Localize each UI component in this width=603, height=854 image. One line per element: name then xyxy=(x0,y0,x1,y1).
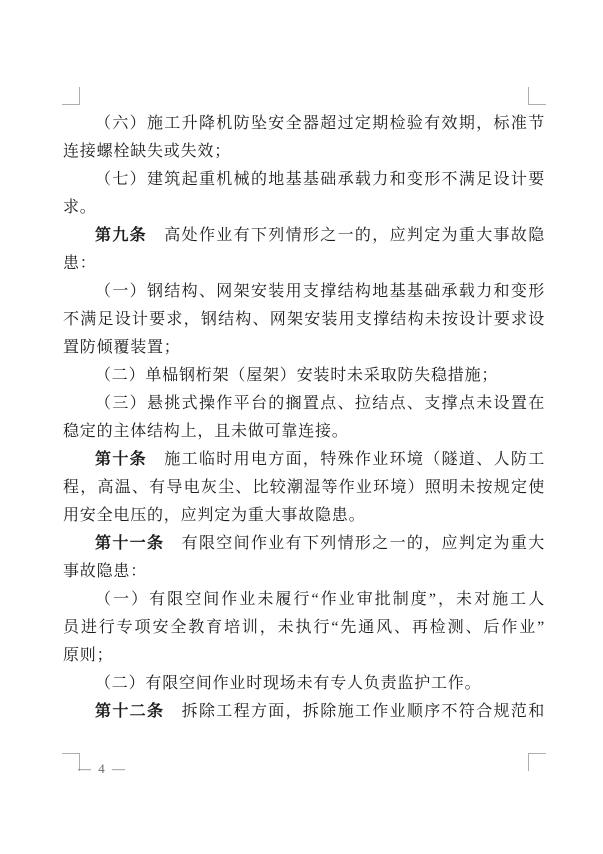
article-number: 第十二条 xyxy=(95,703,165,720)
text-segment: 患： xyxy=(63,255,97,272)
text-line xyxy=(63,278,545,306)
text-segment: 用安全电压的，应判定为重大事故隐患。 xyxy=(63,507,366,524)
text-segment: 拆除工程方面，拆除施工作业顺序不符合规范和 xyxy=(164,703,545,720)
text-line xyxy=(63,166,545,194)
text-line xyxy=(63,362,545,390)
text-segment: （三）悬挑式操作平台的搁置点、拉结点、支撑点未设置在 xyxy=(95,395,545,412)
text-line xyxy=(63,446,545,474)
text-line xyxy=(63,250,545,278)
text-segment: 连接螺栓缺失或失效； xyxy=(63,143,232,160)
text-segment: 置防倾覆装置； xyxy=(63,339,181,356)
text-line xyxy=(63,558,545,586)
text-line xyxy=(63,474,545,502)
text-line xyxy=(63,334,545,362)
text-line xyxy=(63,530,545,558)
text-segment: 有限空间作业有下列情形之一的，应判定为重大 xyxy=(164,535,545,552)
page-number: — 4 — xyxy=(78,761,127,776)
text-segment: 求。 xyxy=(63,199,97,216)
text-segment: 施工临时用电方面，特殊作业环境（隧道、人防工 xyxy=(146,451,545,468)
text-segment: （七）建筑起重机械的地基基础承载力和变形不满足设计要 xyxy=(95,171,545,188)
text-line xyxy=(63,138,545,166)
text-line xyxy=(63,698,545,726)
text-line xyxy=(63,586,545,614)
text-line xyxy=(63,502,545,530)
text-segment: 程，高温、有导电灰尘、比较潮湿等作业环境）照明未按规定使 xyxy=(63,479,545,496)
text-segment: （六）施工升降机防坠安全器超过定期检验有效期，标准节 xyxy=(95,115,545,132)
text-line xyxy=(63,194,545,222)
text-segment: （二）单榀钢桁架（屋架）安装时未采取防失稳措施； xyxy=(95,367,499,384)
text-line xyxy=(63,642,545,670)
article-number: 第十一条 xyxy=(95,535,165,552)
text-segment: （一）钢结构、网架安装用支撑结构地基基础承载力和变形 xyxy=(95,283,545,300)
text-segment: 稳定的主体结构上，且未做可靠连接。 xyxy=(63,423,349,440)
article-number: 第九条 xyxy=(95,227,147,244)
text-line xyxy=(63,306,545,334)
document-body xyxy=(63,110,545,726)
text-segment: 原则； xyxy=(63,647,114,664)
text-segment: 高处作业有下列情形之一的，应判定为重大事故隐 xyxy=(146,227,545,244)
text-line xyxy=(63,390,545,418)
text-line xyxy=(63,110,545,138)
text-segment: （一）有限空间作业未履行“作业审批制度”，未对施工人 xyxy=(95,591,545,608)
text-segment: 事故隐患： xyxy=(63,563,148,580)
text-line xyxy=(63,222,545,250)
text-line xyxy=(63,418,545,446)
text-segment: 不满足设计要求，钢结构、网架安装用支撑结构未按设计要求设 xyxy=(63,311,545,328)
text-line xyxy=(63,670,545,698)
text-segment: 员进行专项安全教育培训，未执行“先通风、再检测、后作业” xyxy=(63,619,545,636)
article-number: 第十条 xyxy=(95,451,147,468)
margin-mark-bottom-right xyxy=(528,753,546,771)
margin-mark-top-left xyxy=(62,87,80,105)
text-line xyxy=(63,614,545,642)
margin-mark-top-right xyxy=(528,87,546,105)
text-segment: （二）有限空间作业时现场未有专人负责监护工作。 xyxy=(95,675,482,692)
